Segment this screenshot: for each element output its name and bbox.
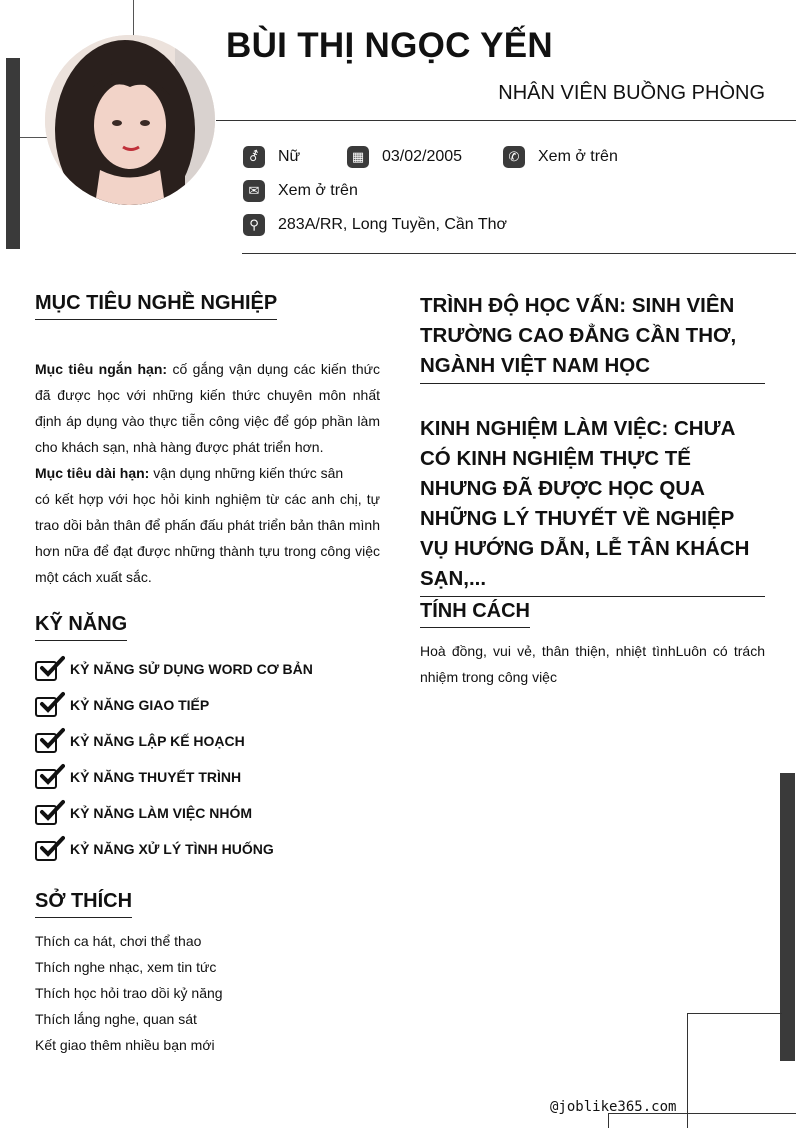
job-title: NHÂN VIÊN BUỒNG PHÒNG xyxy=(498,82,765,104)
contact-divider xyxy=(242,253,796,254)
hobbies-list xyxy=(35,928,223,1058)
decor-line-bottom-vertical xyxy=(608,1113,609,1128)
section-heading-skills: KỸ NĂNG xyxy=(35,613,127,641)
decor-bar-right xyxy=(780,773,795,1061)
phone-value: Xem ở trên xyxy=(538,148,618,165)
gender-icon: ⚦ xyxy=(243,146,265,168)
candidate-name: BÙI THỊ NGỌC YẾN xyxy=(226,26,553,65)
decor-line-top xyxy=(133,0,134,38)
phone-icon: ✆ xyxy=(503,146,525,168)
short-term-text: cố gắng vận dụng các kiến thức đã được học với những kiến thức chuyên môn nhất định áp dụng vào thực tiễn công việc để góp phần làm cho khách sạn, nhà hàng được phát triển hơn. xyxy=(35,361,380,455)
skill-item xyxy=(35,651,313,687)
contact-email xyxy=(243,180,358,202)
header-divider xyxy=(216,120,796,121)
section-heading-experience: KINH NGHIỆM LÀM VIỆC: CHƯA CÓ KINH NGHIỆM THỰC TẾ NHƯNG ĐÃ ĐƯỢC HỌC QUA NHỮNG LÝ THUYẾT VỀ NGHIỆP VỤ HƯỚNG DẪN, LỄ TÂN KHÁCH SẠN,... xyxy=(420,414,765,597)
skills-list xyxy=(35,651,313,867)
section-heading-career-goal: MỤC TIÊU NGHỀ NGHIỆP xyxy=(35,292,277,320)
long-term-text-2: có kết hợp với học hỏi kinh nghiệm từ các anh chị, tự trao dồi bản thân để phấn đấu phát triển bản thân mình hơn nữa để đạt được những thành tựu trong công việc một cách xuất sắc. xyxy=(35,491,380,585)
hobby-item: Thích nghe nhạc, xem tin tức xyxy=(35,959,217,975)
short-term-label: Mục tiêu ngắn hạn: xyxy=(35,361,168,377)
decor-box-bottom-right xyxy=(687,1013,782,1128)
checkbox-icon xyxy=(35,765,63,789)
skill-item xyxy=(35,759,313,795)
hobby-item: Kết giao thêm nhiều bạn mới xyxy=(35,1037,215,1053)
checkbox-icon xyxy=(35,657,63,681)
location-icon: ⚲ xyxy=(243,214,265,236)
email-icon: ✉ xyxy=(243,180,265,202)
footer-watermark: @joblike365.com xyxy=(550,1099,677,1115)
decor-bar-left xyxy=(6,58,20,249)
hobby-item: Thích lắng nghe, quan sát xyxy=(35,1011,197,1027)
skill-label: KỶ NĂNG THUYẾT TRÌNH xyxy=(70,769,242,785)
checkbox-icon xyxy=(35,837,63,861)
address-value: 283A/RR, Long Tuyền, Cần Thơ xyxy=(278,216,507,233)
long-term-text-1: vận dụng những kiến thức sân xyxy=(149,465,344,481)
skill-label: KỶ NĂNG XỬ LÝ TÌNH HUỐNG xyxy=(70,841,274,857)
checkbox-icon xyxy=(35,693,63,717)
contact-birthday xyxy=(347,146,462,168)
calendar-icon: ▦ xyxy=(347,146,369,168)
section-heading-personality: TÍNH CÁCH xyxy=(420,600,530,628)
skill-item xyxy=(35,723,313,759)
decor-line-left xyxy=(20,137,48,138)
contact-address xyxy=(243,214,507,236)
section-heading-hobbies: SỞ THÍCH xyxy=(35,890,132,918)
skill-label: KỶ NĂNG SỬ DỤNG WORD CƠ BẢN xyxy=(70,661,313,677)
career-goal-text xyxy=(35,356,380,590)
birthday-value: 03/02/2005 xyxy=(382,148,463,165)
checkbox-icon xyxy=(35,801,63,825)
skill-item xyxy=(35,831,313,867)
checkbox-icon xyxy=(35,729,63,753)
skill-item xyxy=(35,687,313,723)
skill-label: KỶ NĂNG LẬP KẾ HOẠCH xyxy=(70,733,245,749)
personality-text: Hoà đồng, vui vẻ, thân thiện, nhiệt tìnhLuôn có trách nhiệm trong công việc xyxy=(420,643,765,685)
section-heading-education: TRÌNH ĐỘ HỌC VẤN: SINH VIÊN TRƯỜNG CAO ĐẲNG CẦN THƠ, NGÀNH VIỆT NAM HỌC xyxy=(420,291,765,384)
contact-phone xyxy=(503,146,618,168)
hobby-item: Thích học hỏi trao dồi kỷ năng xyxy=(35,985,223,1001)
skill-label: KỶ NĂNG LÀM VIỆC NHÓM xyxy=(70,805,252,821)
avatar xyxy=(45,35,215,205)
skill-label: KỶ NĂNG GIAO TIẾP xyxy=(70,697,210,713)
skill-item xyxy=(35,795,313,831)
long-term-label: Mục tiêu dài hạn: xyxy=(35,465,150,481)
hobby-item: Thích ca hát, chơi thể thao xyxy=(35,933,202,949)
contact-gender xyxy=(243,146,300,168)
email-value: Xem ở trên xyxy=(278,182,358,199)
gender-value: Nữ xyxy=(278,148,301,165)
